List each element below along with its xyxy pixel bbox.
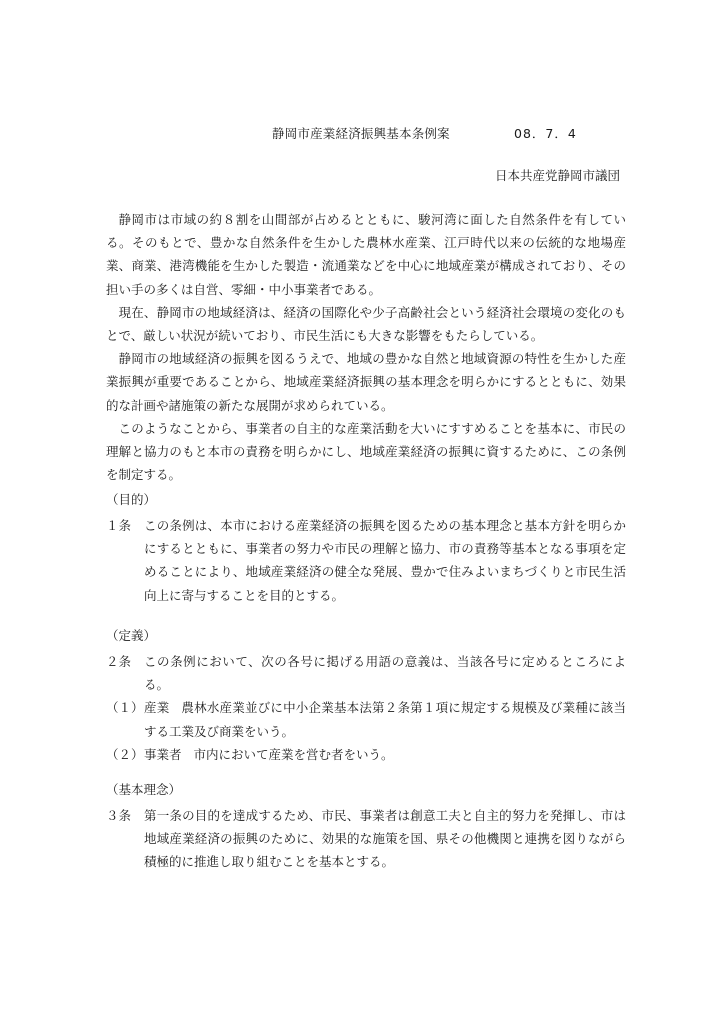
preamble-paragraph: 現在、静岡市の地域経済は、経済の国際化や少子高齢社会という経済社会環境の変化のもとで、厳しい状況が続いており、市民生活にも大きな影響をもたらしている。 (106, 304, 626, 344)
document-header (0, 124, 724, 144)
article-number: ３条 (106, 808, 132, 823)
item-description: 農林水産業並びに中小企業基本法第２条第１項に規定する規模及び業種に該当する工業及び商業をいう。 (144, 700, 626, 739)
article-3 (106, 804, 626, 874)
section-heading-purpose: （目的） (106, 492, 157, 507)
article-number: ２条 (106, 654, 132, 669)
preamble (106, 208, 626, 486)
article-text: 第一条の目的を達成するため、市民、事業者は創意工夫と自主的努力を発揮し、市は地域産業経済の振興のために、効果的な施策を国、県その他機関と連携を図りながら積極的に推進し取り組むことを基本とする。 (144, 808, 626, 870)
definition-item (106, 743, 626, 766)
item-term: 産業 (144, 700, 170, 716)
item-description: 市内において産業を営む者をいう。 (193, 746, 394, 762)
preamble-paragraph: 静岡市は市域の約８割を山間部が占めるとともに、駿河湾に面した自然条件を有している。そのもとで、豊かな自然条件を生かした農林水産業、江戸時代以来の伝統的な地場産業、商業、港湾機能を生かした製造・流通業などを中心に地域産業が構成されており、その担い手の多くは自営、零細・中小事業者である。 (106, 212, 626, 297)
item-number: （１） (106, 700, 144, 716)
document-title: 静岡市産業経済振興基本条例案 (272, 126, 450, 141)
section-heading-definition: （定義） (106, 628, 157, 643)
article-2 (106, 650, 626, 766)
document-author: 日本共産党静岡市議団 (494, 168, 620, 183)
preamble-paragraph: 静岡市の地域経済の振興を図るうえで、地域の豊かな自然と地域資源の特性を生かした産業振興が重要であることから、地域産業経済振興の基本理念を明らかにするとともに、効果的な計画や諸施策の新たな展開が求められている。 (106, 351, 626, 413)
article-text: この条例において、次の各号に掲げる用語の意義は、当該各号に定めるところによる。 (144, 654, 626, 693)
preamble-paragraph: このようなことから、事業者の自主的な産業活動を大いにすすめることを基本に、市民の理解と協力のもと本市の責務を明らかにし、地域産業経済の振興に資するために、この条例を制定する。 (106, 420, 626, 483)
section-heading-basic-principle: （基本理念） (106, 782, 182, 797)
article-text: この条例は、本市における産業経済の振興を図るための基本理念と基本方針を明らかにするとともに、事業者の努力や市民の理解と協力、市の責務等基本となる事項を定めることにより、地域産業経済の健全な発展、豊かで住みよいまちづくりと市民生活向上に寄与することを目的とする。 (144, 518, 626, 603)
article-number: １条 (106, 518, 132, 533)
article-1 (106, 514, 626, 607)
item-number: （２） (106, 746, 144, 762)
definition-item (106, 696, 626, 742)
item-term: 事業者 (144, 746, 182, 762)
document-date: 08．7．4 (514, 126, 577, 141)
